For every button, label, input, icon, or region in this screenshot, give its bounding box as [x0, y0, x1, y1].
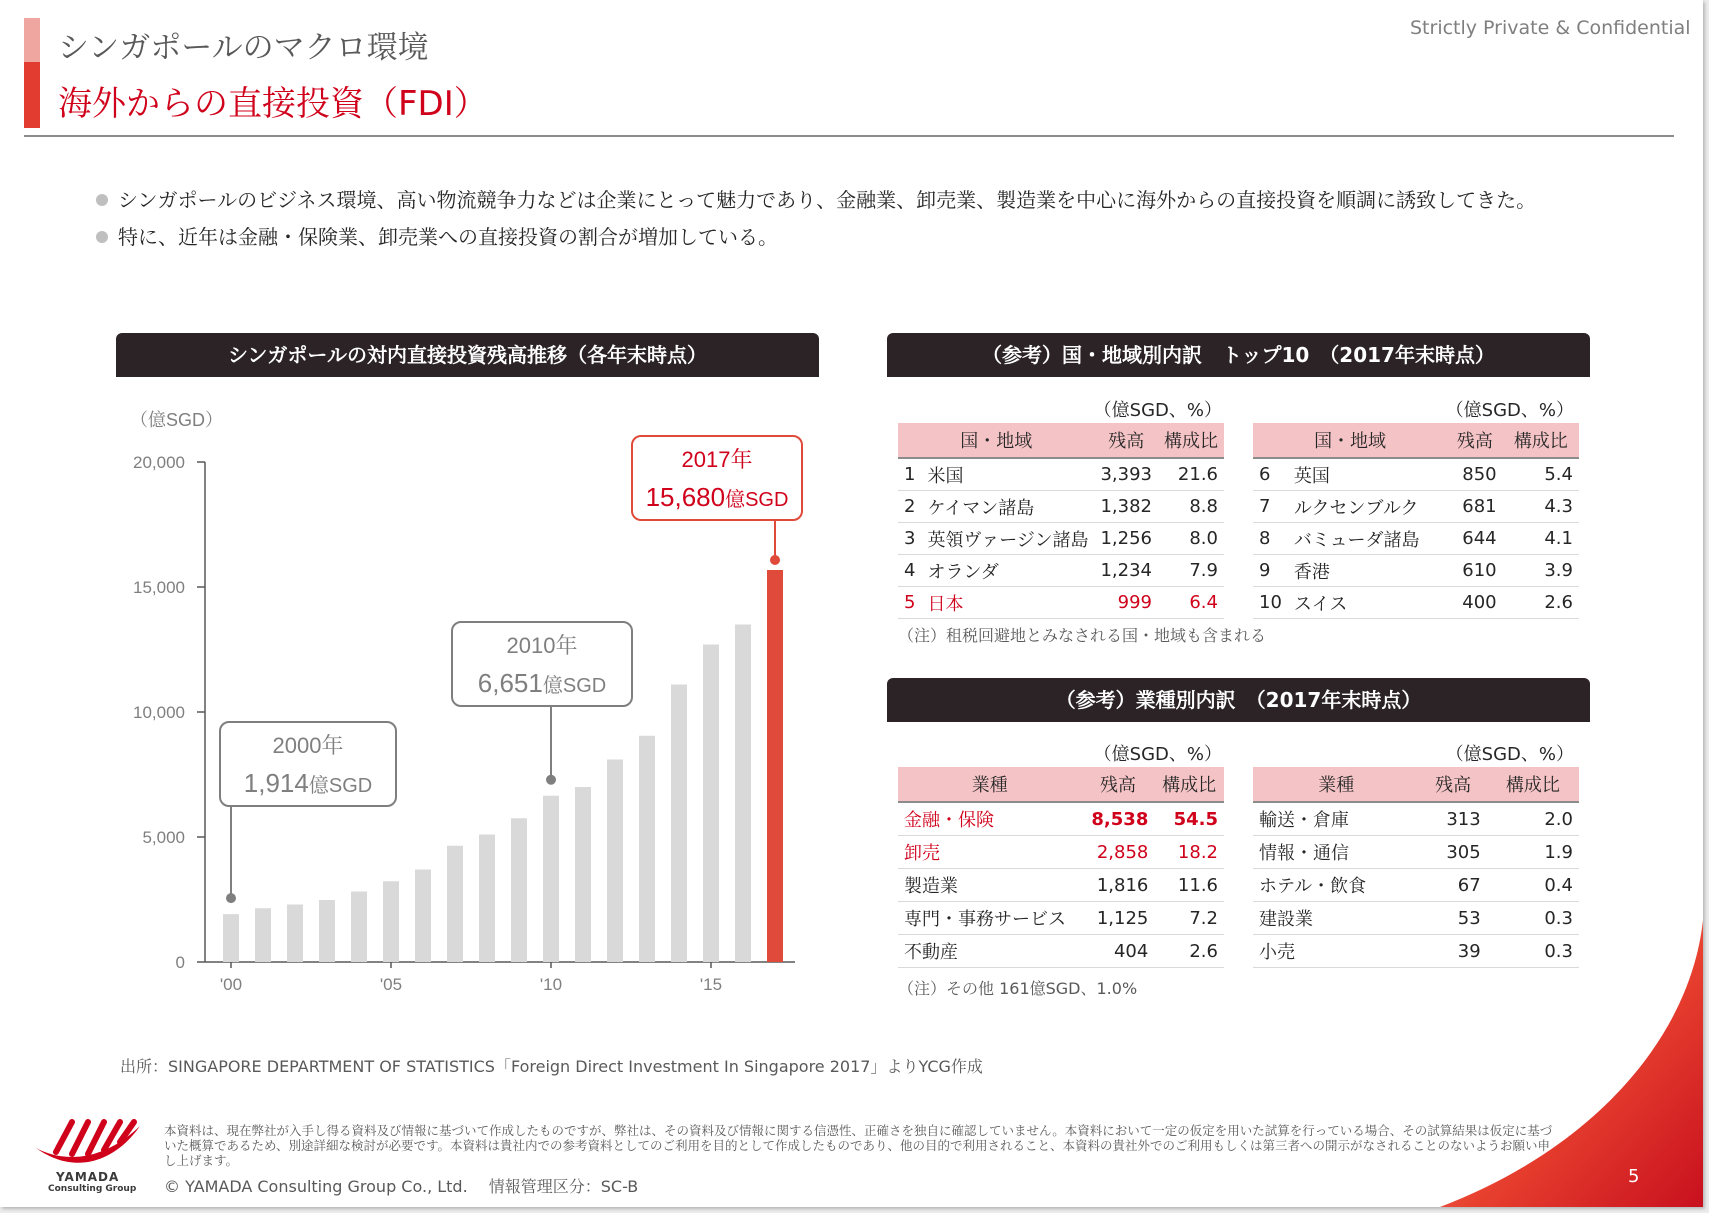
col-header-balance: 残高	[1094, 423, 1158, 458]
page-title: 海外からの直接投資（FDI）	[58, 84, 488, 124]
bar	[511, 818, 527, 962]
industry-unit-right: （億SGD、%）	[1445, 744, 1574, 765]
industry-note: （注）その他 161億SGD、1.0%	[898, 979, 1138, 998]
bullet-item	[96, 221, 778, 250]
bar	[223, 914, 239, 962]
callout-year: 2010年	[506, 633, 578, 658]
table-row: 4 オランダ 1,234 7.9	[898, 555, 1224, 587]
table-row: 不動産 404 2.6	[898, 935, 1224, 968]
bar	[639, 736, 655, 962]
table-row: 製造業 1,816 11.6	[898, 869, 1224, 902]
section-title: シンガポールのマクロ環境	[58, 30, 429, 66]
bar	[575, 787, 591, 962]
country-note: （注）租税回避地とみなされる国・地域も含まれる	[898, 626, 1267, 645]
bullet-text: 特に、近年は金融・保険業、卸売業への直接投資の割合が増加している。	[118, 225, 778, 249]
x-tick-label: '10	[539, 975, 563, 994]
table-row: 小売 39 0.3	[1253, 935, 1579, 968]
industry-panel-heading: （参考）業種別内訳 （2017年末時点）	[887, 678, 1590, 722]
confidential-label: Strictly Private & Confidential	[1410, 17, 1691, 39]
callout-value-number: 1,914	[243, 768, 309, 798]
col-header-region: 国・地域	[898, 423, 1094, 458]
callout-value-number: 6,651	[477, 668, 543, 698]
y-tick-label: 10,000	[133, 703, 185, 722]
callout-value-unit: 億SGD	[725, 489, 789, 511]
yamada-logo-icon	[28, 1118, 148, 1174]
col-header-balance: 残高	[1447, 423, 1503, 458]
col-header-industry: 業種	[898, 767, 1082, 802]
bar	[383, 881, 399, 962]
callout-value-number: 15,680	[645, 482, 726, 512]
y-tick-label: 5,000	[142, 828, 185, 847]
bar	[447, 846, 463, 962]
y-axis-label: （億SGD）	[130, 410, 224, 430]
col-header-balance: 残高	[1420, 767, 1487, 802]
col-header-industry: 業種	[1253, 767, 1420, 802]
bar	[703, 645, 719, 963]
table-row: 7 ルクセンブルク 681 4.3	[1253, 491, 1579, 523]
bar	[479, 835, 495, 963]
col-header-share: 構成比	[1158, 423, 1224, 458]
fdi-bar-chart	[110, 400, 830, 1000]
x-tick-label: '00	[219, 975, 243, 994]
country-panel-heading: （参考）国・地域別内訳 トップ10 （2017年末時点）	[887, 333, 1590, 377]
table-row: 輸送・倉庫 313 2.0	[1253, 802, 1579, 836]
callout-dot	[770, 555, 780, 565]
callout-dot	[226, 893, 236, 903]
industry-table-left	[898, 767, 1224, 968]
bar-highlight	[767, 570, 783, 962]
header-rule	[24, 135, 1674, 137]
callout-value-unit: 億SGD	[542, 675, 607, 697]
x-tick-label: '15	[699, 975, 723, 994]
table-row: 10 スイス 400 2.6	[1253, 587, 1579, 619]
chart-panel-heading: シンガポールの対内直接投資残高推移（各年末時点）	[116, 333, 819, 377]
table-row: 専門・事務サービス 1,125 7.2	[898, 902, 1224, 935]
bar	[543, 796, 559, 962]
bar	[287, 905, 303, 963]
bar	[351, 892, 367, 963]
table-row: 2 ケイマン諸島 1,382 8.8	[898, 491, 1224, 523]
table-row: 9 香港 610 3.9	[1253, 555, 1579, 587]
country-unit-left: （億SGD、%）	[1093, 400, 1222, 421]
col-header-region: 国・地域	[1253, 423, 1447, 458]
table-row-highlight: 5 日本 999 6.4	[898, 587, 1224, 619]
bar	[671, 685, 687, 963]
disclaimer-text: 本資料は、現在弊社が入手し得る資料及び情報に基づいて作成したものですが、弊社は、その資料及び情報に関する信憑性、正確さを独自に確認していません。本資料において一定の仮定を用いた試算を行っている場合、その試算結果は仮定に基づいた概算であるため、別途詳細な検討が必要です。本資料は貴社内での参考資料としてのご利用を目的として作成したものであり、他の目的で利用されること、本資料の貴社外でのご利用もしくは第三者への開示がなされることのないようお願い申し上げます。	[164, 1123, 1553, 1168]
callout-dot	[546, 775, 556, 785]
y-tick-label: 0	[175, 953, 185, 972]
y-tick-label: 15,000	[133, 578, 185, 597]
logo-subname: Consulting Group	[48, 1184, 137, 1194]
table-row-highlight: 卸売 2,858 18.2	[898, 836, 1224, 869]
col-header-share: 構成比	[1487, 767, 1579, 802]
country-table-left	[898, 423, 1224, 619]
bar	[415, 870, 431, 963]
industry-unit-left: （億SGD、%）	[1093, 744, 1222, 765]
bar	[607, 760, 623, 963]
callout-year: 2000年	[272, 733, 344, 758]
table-row: ホテル・飲食 67 0.4	[1253, 869, 1579, 902]
table-row: 建設業 53 0.3	[1253, 902, 1579, 935]
bar	[319, 900, 335, 962]
col-header-share: 構成比	[1503, 423, 1579, 458]
col-header-share: 構成比	[1154, 767, 1224, 802]
table-row: 情報・通信 305 1.9	[1253, 836, 1579, 869]
bullet-item	[96, 184, 1536, 213]
table-row: 3 英領ヴァージン諸島 1,256 8.0	[898, 523, 1224, 555]
bar	[735, 625, 751, 963]
x-tick-label: '05	[379, 975, 403, 994]
table-row: 6 英国 850 5.4	[1253, 458, 1579, 491]
y-tick-label: 20,000	[133, 453, 185, 472]
callout-year: 2017年	[681, 447, 753, 472]
source-note: 出所：SINGAPORE DEPARTMENT OF STATISTICS「Foreign Direct Investment In Singapore 2017」よりYCG作成	[120, 1057, 983, 1076]
table-row: 1 米国 3,393 21.6	[898, 458, 1224, 491]
bullet-dot-icon	[96, 194, 108, 206]
country-table-right	[1253, 423, 1579, 619]
bar	[255, 908, 271, 962]
country-unit-right: （億SGD、%）	[1445, 400, 1574, 421]
bullet-text: シンガポールのビジネス環境、高い物流競争力などは企業にとって魅力であり、金融業、卸売業、製造業を中心に海外からの直接投資を順調に誘致してきた。	[118, 188, 1537, 212]
col-header-balance: 残高	[1082, 767, 1155, 802]
callout-value-unit: 億SGD	[308, 775, 373, 797]
table-row-highlight: 金融・保険 8,538 54.5	[898, 802, 1224, 836]
table-row: 8 バミューダ諸島 644 4.1	[1253, 523, 1579, 555]
page-number: 5	[1628, 1166, 1640, 1187]
logo-name: YAMADA	[56, 1170, 120, 1184]
bullet-dot-icon	[96, 231, 108, 243]
copyright-text: © YAMADA Consulting Group Co., Ltd. 情報管理区分：SC-B	[164, 1177, 639, 1196]
title-accent-bar	[24, 18, 40, 128]
